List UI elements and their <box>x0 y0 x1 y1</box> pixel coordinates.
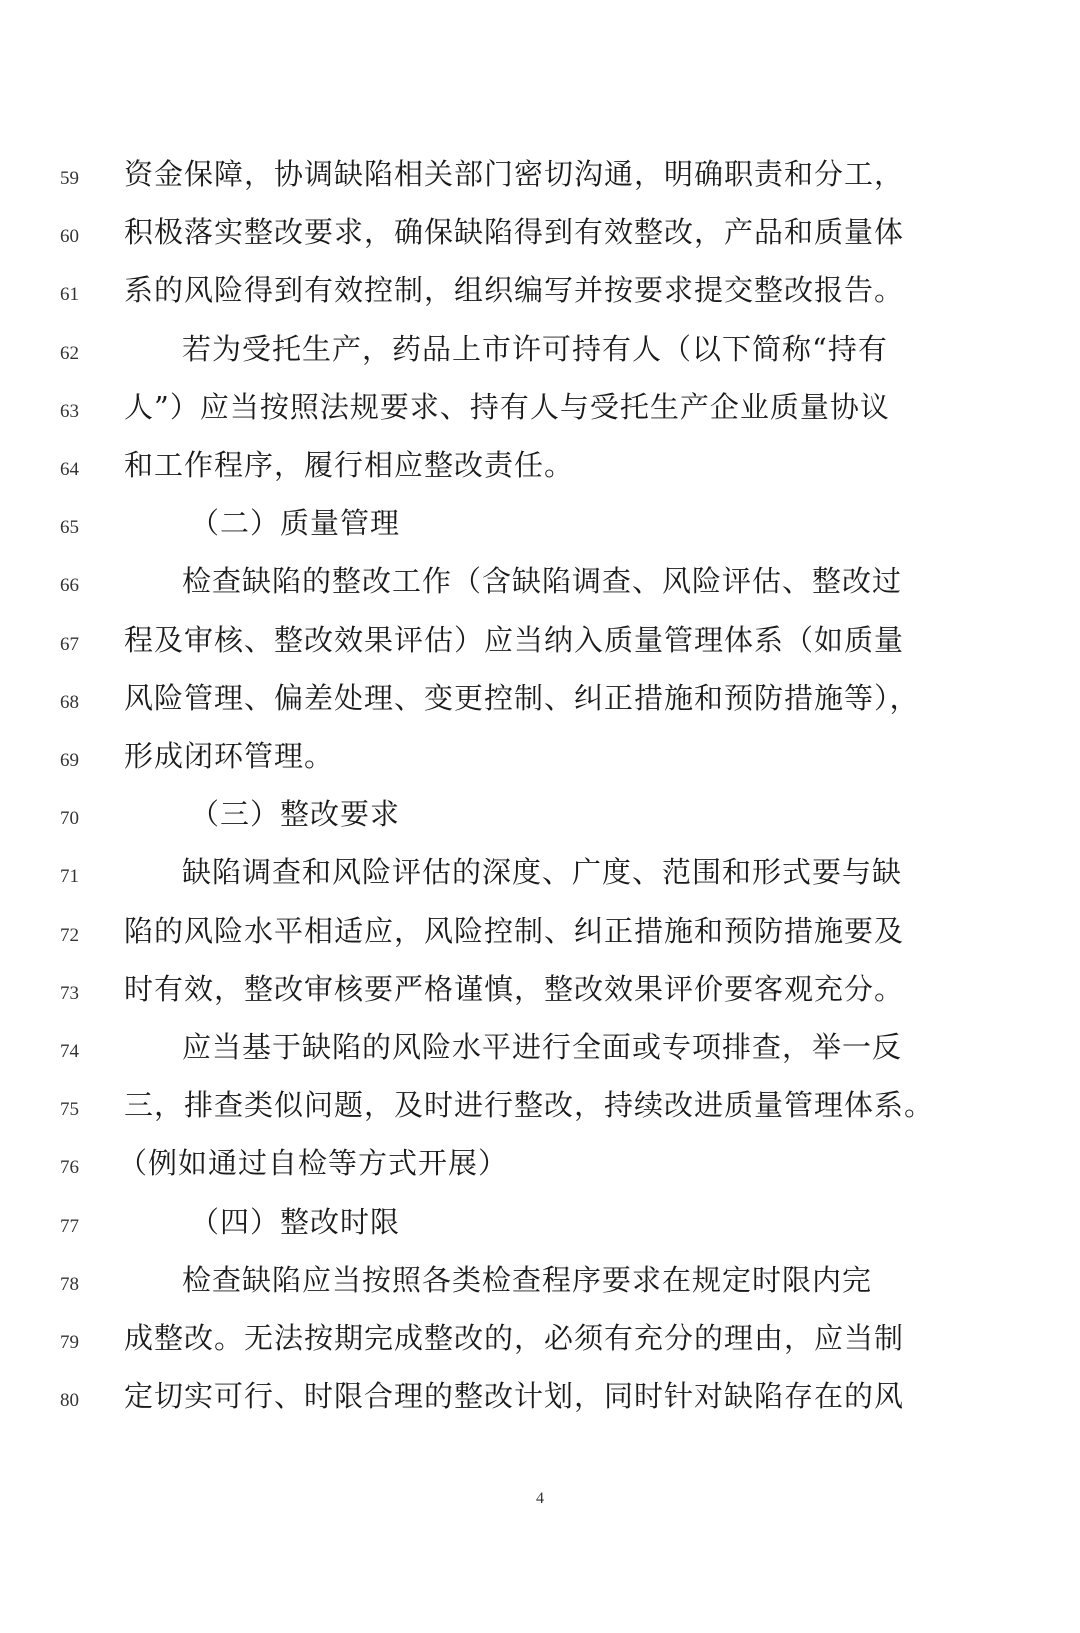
section-heading: （二）质量管理 <box>190 506 401 541</box>
line-number: 67 <box>60 633 79 655</box>
line-number: 80 <box>60 1390 79 1412</box>
line-text: （例如通过自检等方式开展） <box>118 1146 509 1181</box>
line-number: 59 <box>60 168 79 189</box>
line-number: 70 <box>60 808 79 830</box>
line-text: 系的风险得到有效控制，组织编写并按要求提交整改报告。 <box>124 273 905 308</box>
line-number: 71 <box>60 866 79 888</box>
line-text: 应当基于缺陷的风险水平进行全面或专项排查，举一反 <box>182 1030 903 1064</box>
line-text: 检查缺陷的整改工作（含缺陷调查、风险评估、整改过 <box>182 564 903 599</box>
line-text: 陷的风险水平相适应，风险控制、纠正措施和预防措施要及 <box>124 913 905 948</box>
line-number: 78 <box>60 1273 79 1295</box>
line-text: 定切实可行、时限合理的整改计划，同时针对缺陷存在的风 <box>124 1379 905 1414</box>
line-text: 积极落实整改要求，确保缺陷得到有效整改，产品和质量体 <box>124 215 905 250</box>
section-heading: （四）整改时限 <box>190 1204 401 1239</box>
line-number: 65 <box>60 517 79 539</box>
line-number: 72 <box>60 924 79 946</box>
line-text: 程及审核、整改效果评估）应当纳入质量管理体系（如质量 <box>124 622 905 657</box>
line-text: 形成闭环管理。 <box>124 739 335 773</box>
page-number: 4 <box>536 1490 544 1507</box>
line-number: 63 <box>60 400 79 422</box>
line-number: 68 <box>60 691 79 713</box>
line-text: 检查缺陷应当按照各类检查程序要求在规定时限内完 <box>182 1262 873 1297</box>
line-number: 66 <box>60 575 79 597</box>
line-text: 人”）应当按照法规要求、持有人与受托生产企业质量协议 <box>124 389 890 424</box>
line-text: 若为受托生产，药品上市许可持有人（以下简称“持有 <box>182 331 888 366</box>
line-text: 三，排查类似问题，及时进行整改，持续改进质量管理体系。 <box>124 1088 935 1123</box>
line-number: 75 <box>60 1099 79 1121</box>
line-text: 时有效，整改审核要严格谨慎，整改效果评价要客观充分。 <box>124 971 905 1006</box>
line-number: 62 <box>60 342 79 364</box>
line-text: 资金保障，协调缺陷相关部门密切沟通，明确职责和分工， <box>124 157 905 191</box>
line-text: 和工作程序，履行相应整改责任。 <box>124 448 575 482</box>
section-heading: （三）整改要求 <box>190 797 401 832</box>
line-number: 60 <box>60 226 79 248</box>
document-line <box>0 1379 1080 1440</box>
line-number: 77 <box>60 1215 79 1237</box>
line-number: 74 <box>60 1041 79 1062</box>
line-number: 79 <box>60 1332 79 1353</box>
line-number: 73 <box>60 982 79 1004</box>
line-text: 成整改。无法按期完成整改的，必须有充分的理由，应当制 <box>124 1321 905 1355</box>
line-number: 69 <box>60 750 79 771</box>
line-number: 61 <box>60 284 79 306</box>
line-text: 缺陷调查和风险评估的深度、广度、范围和形式要与缺 <box>182 855 903 890</box>
line-number: 76 <box>60 1157 79 1179</box>
line-text: 风险管理、偏差处理、变更控制、纠正措施和预防措施等）， <box>124 680 920 715</box>
line-number: 64 <box>60 459 79 480</box>
